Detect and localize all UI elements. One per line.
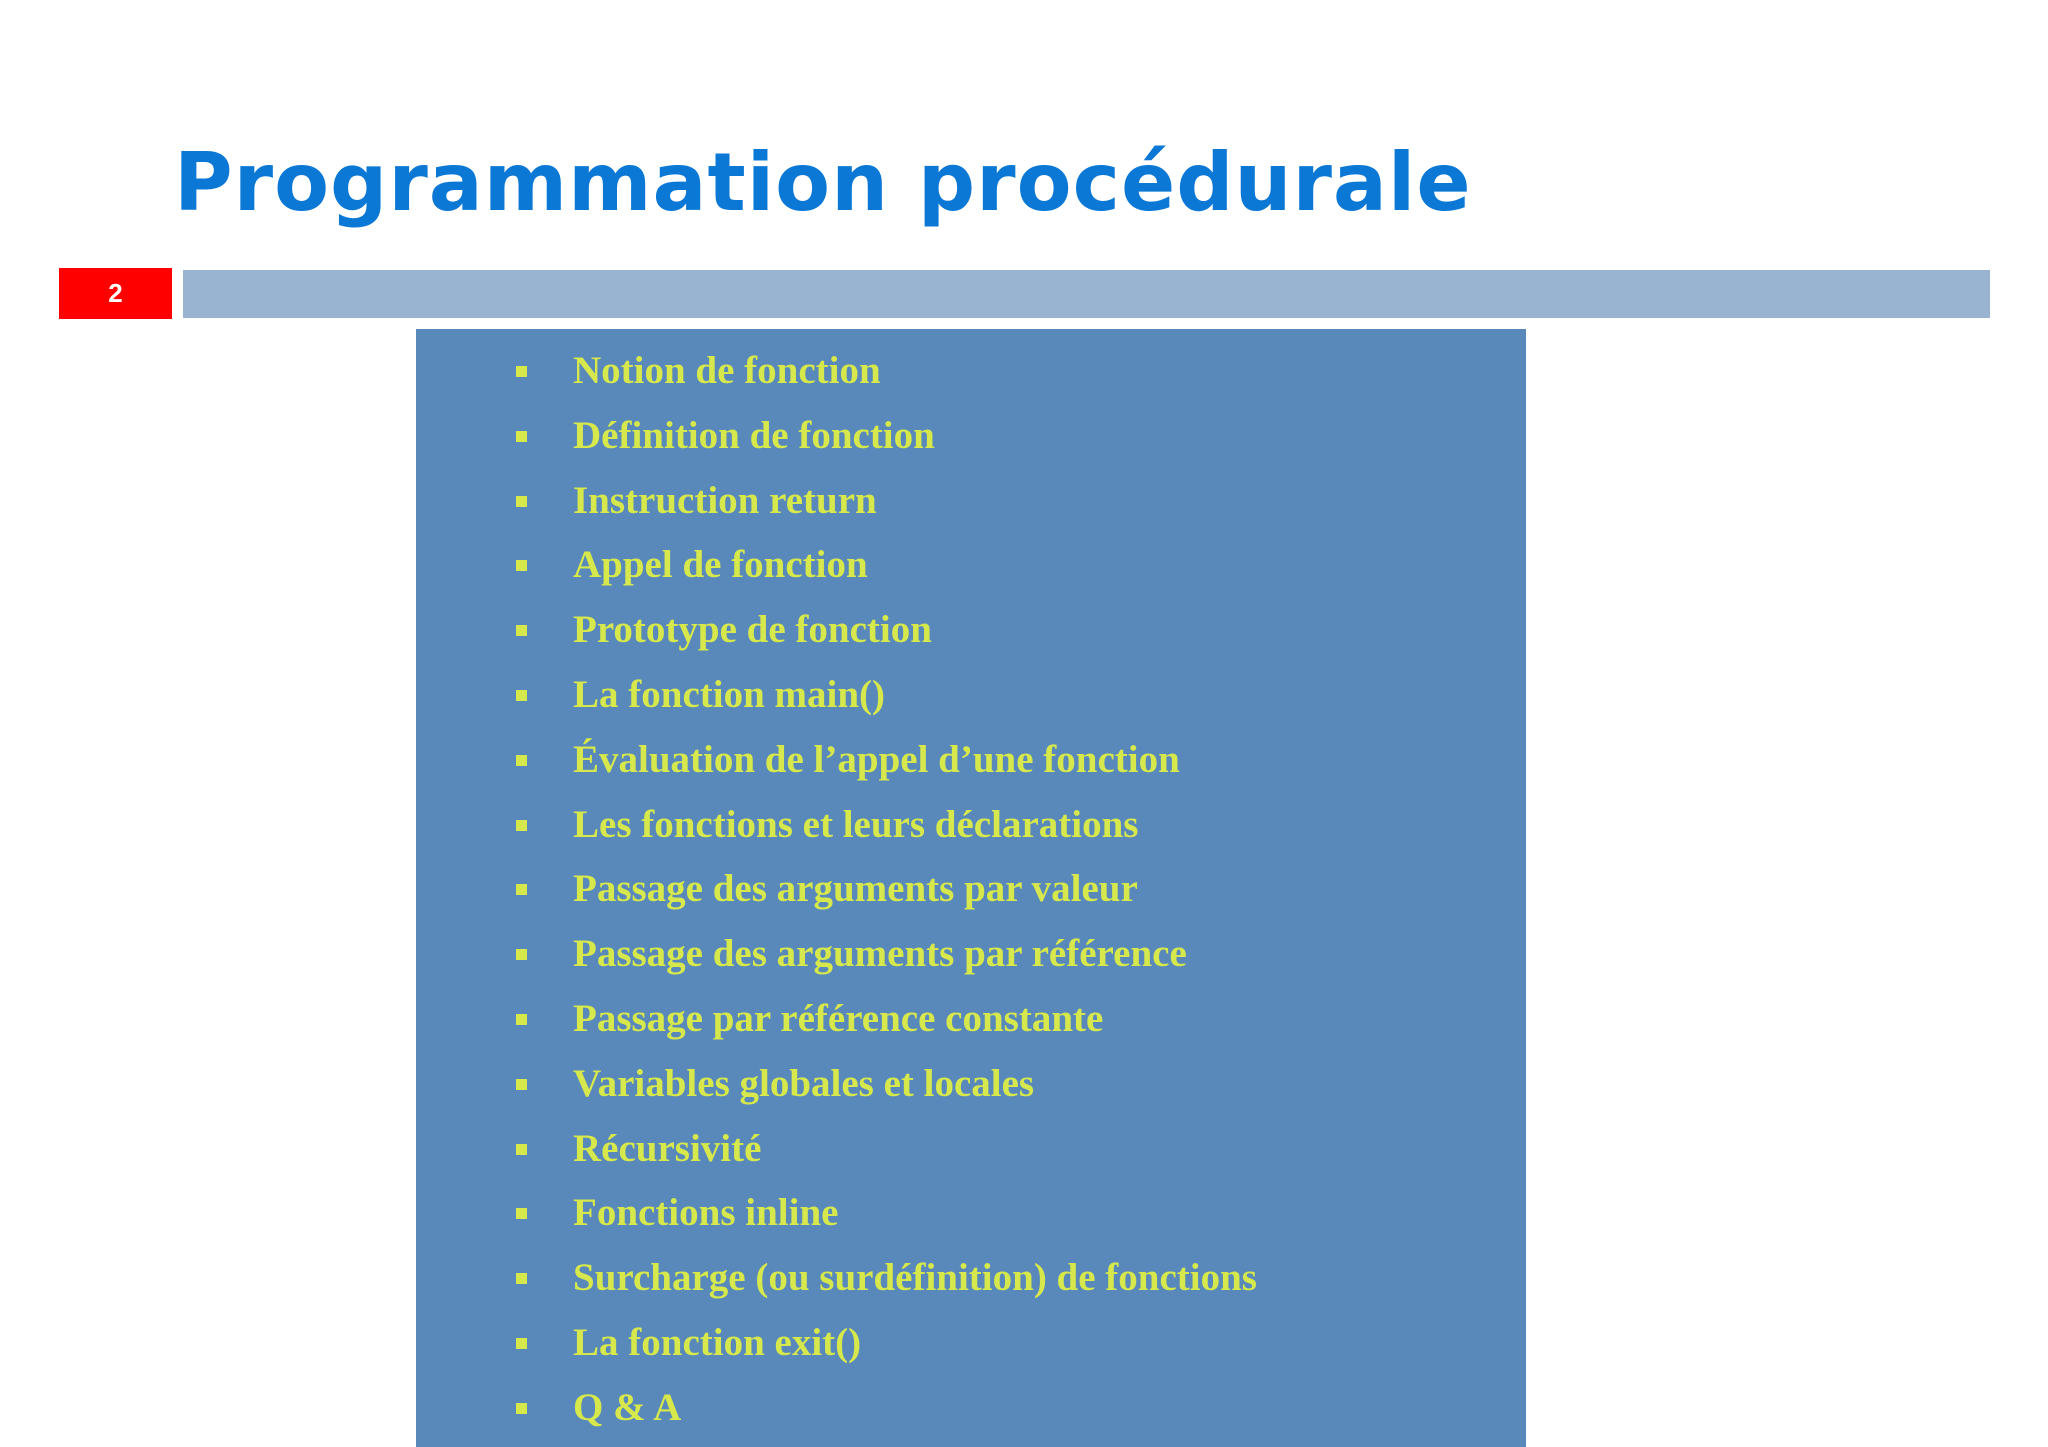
topic-item — [416, 857, 1526, 922]
topic-label: Récursivité — [573, 1126, 762, 1170]
square-bullet-icon — [516, 1144, 527, 1155]
square-bullet-icon — [516, 496, 527, 507]
header-bar — [183, 270, 1990, 318]
topic-label: Passage des arguments par valeur — [573, 867, 1138, 911]
topic-item — [416, 598, 1526, 663]
topic-item — [416, 1311, 1526, 1376]
topic-item — [416, 469, 1526, 534]
square-bullet-icon — [516, 1208, 527, 1219]
topic-label: Fonctions inline — [573, 1191, 839, 1235]
topic-item — [416, 793, 1526, 858]
slide-title: Programmation procédurale — [174, 136, 1472, 229]
topic-label: Les fonctions et leurs déclarations — [573, 802, 1139, 846]
square-bullet-icon — [516, 884, 527, 895]
square-bullet-icon — [516, 755, 527, 766]
topic-list — [416, 339, 1526, 1441]
topic-label: Définition de fonction — [573, 413, 935, 457]
topic-label: Évaluation de l’appel d’une fonction — [573, 737, 1180, 781]
topic-item — [416, 1246, 1526, 1311]
square-bullet-icon — [516, 949, 527, 960]
square-bullet-icon — [516, 1338, 527, 1349]
square-bullet-icon — [516, 820, 527, 831]
topic-item — [416, 663, 1526, 728]
square-bullet-icon — [516, 1014, 527, 1025]
topic-item — [416, 987, 1526, 1052]
square-bullet-icon — [516, 431, 527, 442]
topic-label: Appel de fonction — [573, 543, 868, 587]
topic-item — [416, 1052, 1526, 1117]
slide-number-badge: 2 — [59, 268, 172, 319]
topic-item — [416, 922, 1526, 987]
square-bullet-icon — [516, 1079, 527, 1090]
topic-item — [416, 728, 1526, 793]
topic-label: Passage des arguments par référence — [573, 932, 1187, 976]
topic-label: Passage par référence constante — [573, 996, 1104, 1040]
square-bullet-icon — [516, 690, 527, 701]
square-bullet-icon — [516, 366, 527, 377]
topic-item — [416, 404, 1526, 469]
topic-label: Surcharge (ou surdéfinition) de fonctions — [573, 1256, 1257, 1300]
topic-label: La fonction exit() — [573, 1320, 862, 1364]
topic-label: Q & A — [573, 1385, 682, 1429]
square-bullet-icon — [516, 1273, 527, 1284]
topic-label: La fonction main() — [573, 672, 885, 716]
topic-label: Variables globales et locales — [573, 1061, 1035, 1105]
topic-label: Instruction return — [573, 478, 877, 522]
topic-item — [416, 1376, 1526, 1441]
topic-label: Notion de fonction — [573, 349, 881, 392]
square-bullet-icon — [516, 1403, 527, 1414]
topic-label: Prototype de fonction — [573, 608, 932, 652]
topic-item — [416, 1181, 1526, 1246]
square-bullet-icon — [516, 560, 527, 571]
topic-item — [416, 1117, 1526, 1182]
topics-box — [416, 329, 1526, 1447]
square-bullet-icon — [516, 625, 527, 636]
topic-item — [416, 339, 1526, 404]
topic-item — [416, 533, 1526, 598]
